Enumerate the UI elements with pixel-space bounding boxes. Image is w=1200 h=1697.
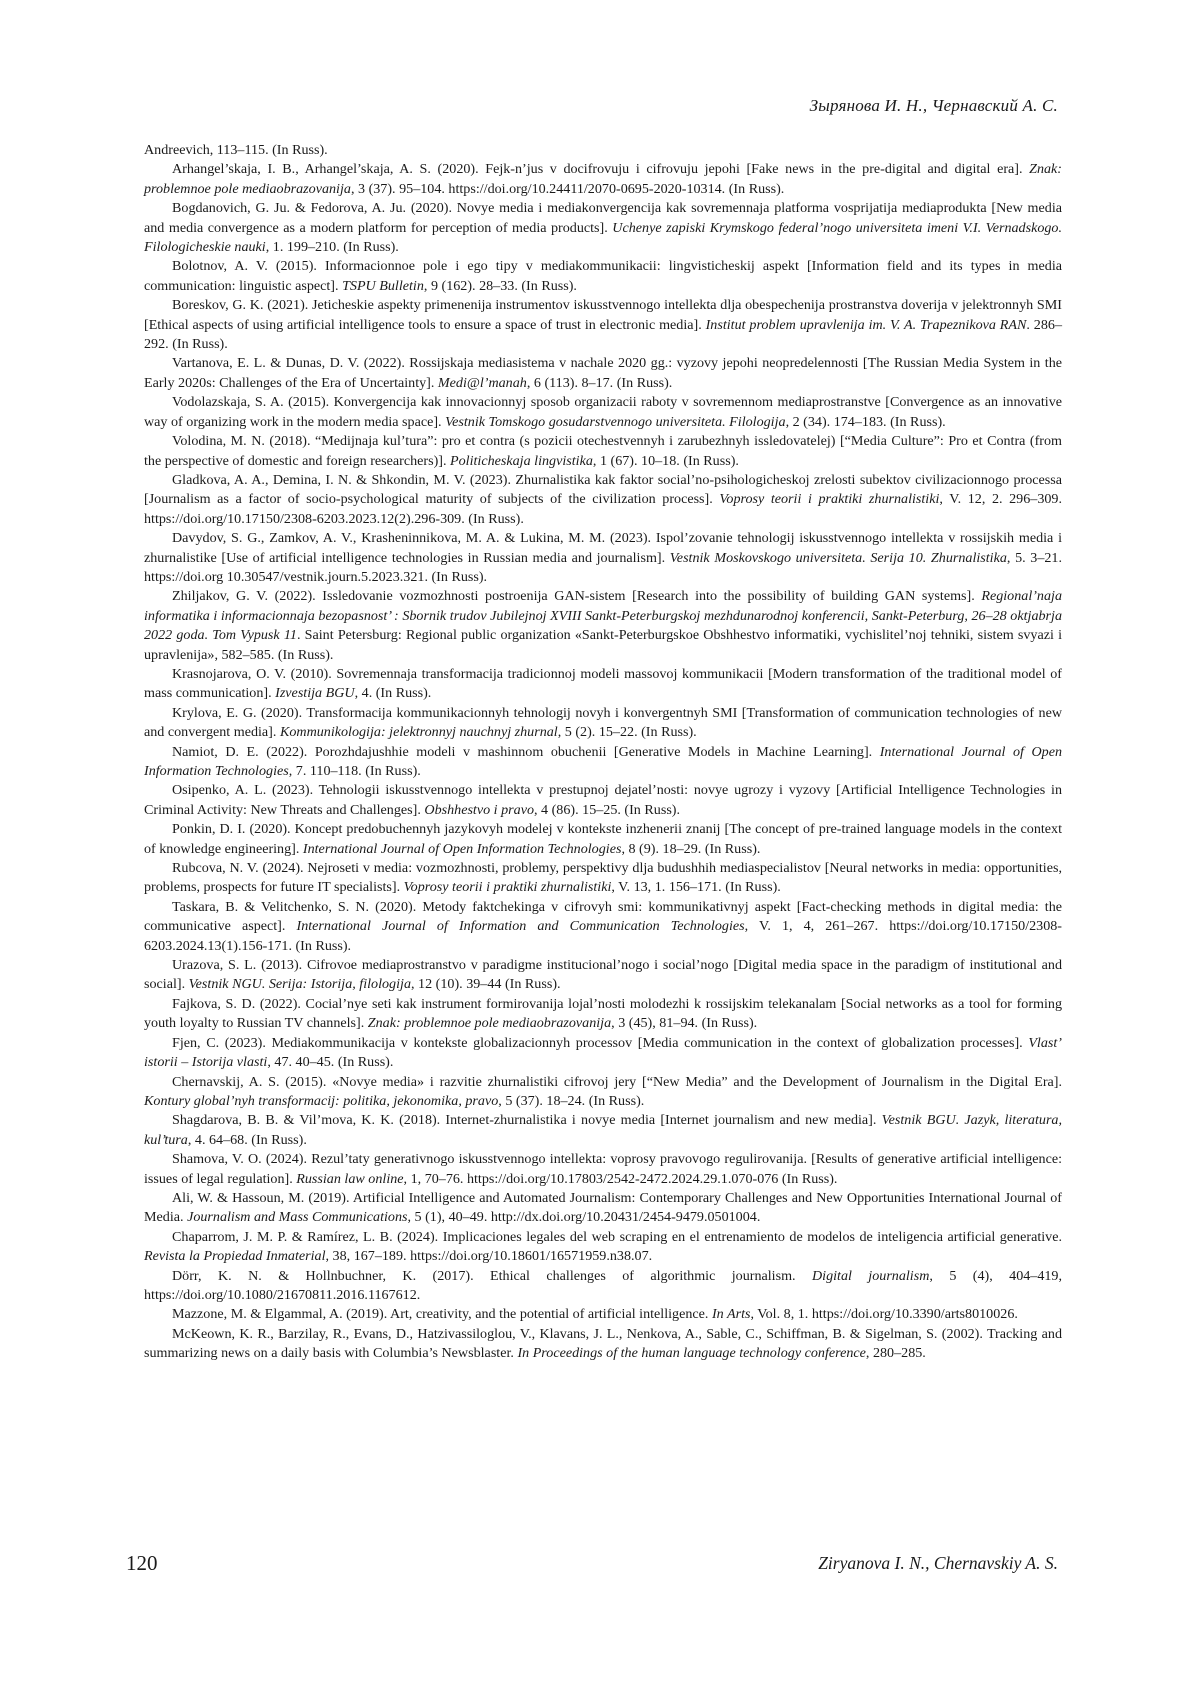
reference-text: Andreevich, 113–115. (In Russ).: [144, 142, 328, 158]
reference-source-title: Politicheskaja lingvistika: [450, 452, 593, 469]
reference-text: , V. 13, 1. 156–171. (In Russ).: [611, 879, 781, 896]
reference-entry: [144, 296, 1062, 354]
reference-text: , 2 (34). 174–183. (In Russ).: [785, 413, 946, 430]
reference-text: , 5 (1), 40–49. http://dx.doi.org/10.20431/2454-9479.0501004.: [407, 1209, 761, 1226]
reference-text: , 3 (37). 95–104. https://doi.org/10.24411/2070-0695-2020-10314. (In Russ).: [350, 180, 785, 197]
reference-source-title: In Proceedings of the human language technology conference: [517, 1345, 866, 1362]
reference-entry: [144, 743, 1062, 782]
reference-entry: [144, 1034, 1062, 1073]
reference-text: Mazzone, M. & Elgammal, A. (2019). Art, creativity, and the potential of artificial intelligence.: [172, 1306, 712, 1323]
reference-source-title: Vestnik Tomskogo gosudarstvennogo universiteta. Filologija: [445, 413, 786, 430]
reference-source-title: International Journal of Open Information Technologies: [302, 840, 622, 857]
reference-text: Krylova, E. G. (2020). Transformacija kommunikacionnyh tehnologij novyh i konvergentnyh SMI [Transformation of communication technologies of new and convergent media].: [144, 704, 1062, 741]
reference-text: . Saint Petersburg: Regional public organization «Sankt-Peterburgskoe Obshhestvo informatiki, vychislitel’noj tehniki, sistem svyazi i upravlenija», 582–585. (In Russ).: [144, 627, 1063, 663]
reference-source-title: Znak: problemnoe pole mediaobrazovanija: [144, 161, 1062, 197]
reference-text: , 4. (In Russ).: [354, 685, 432, 702]
reference-entry: [144, 141, 1062, 160]
reference-entry: [144, 781, 1062, 820]
reference-text: Ponkin, D. I. (2020). Koncept predobuchennyh jazykovyh modelej v kontekste inzhenerii znanij [The concept of pre-trained language models in the context of knowledge engineering].: [144, 821, 1062, 857]
reference-source-title: Journalism and Mass Communications: [187, 1209, 408, 1226]
reference-source-title: International Journal of Open Information Technologies: [144, 743, 1063, 779]
reference-entry: [144, 1325, 1062, 1364]
reference-source-title: Medi@l’manah: [437, 374, 527, 391]
reference-entry: [144, 956, 1062, 995]
reference-source-title: Digital journalism: [811, 1267, 930, 1284]
reference-text: Fjen, C. (2023). Mediakommunikacija v kontekste globalizacionnyh processov [Media communication in the context of globalization processes].: [172, 1034, 1029, 1051]
reference-text: , Vol. 8, 1. https://doi.org/10.3390/arts8010026.: [750, 1306, 1018, 1323]
reference-source-title: Institut problem upravlenija im. V. A. Trapeznikova RAN: [705, 316, 1027, 333]
reference-entry: [144, 587, 1062, 665]
reference-entry: [144, 1189, 1062, 1228]
reference-entry: [144, 704, 1062, 743]
reference-text: Chaparrom, J. M. P. & Ramírez, L. B. (2024). Implicaciones legales del web scraping en el entrenamiento de modelos de inteligencia artificial generative.: [172, 1228, 1062, 1245]
reference-source-title: Regional’naja informatika i informacionnaja bezopasnost’ : Sbornik trudov Jubilejnoj XVIII Sankt-Peterburgskoj mezhdunarodnoj konferencii, Sankt-Peterburg, 26–28 oktjabrja 2022 goda. Tom Vypusk 11: [144, 588, 1062, 644]
reference-text: , 4. 64–68. (In Russ).: [187, 1131, 307, 1148]
reference-text: Bogdanovich, G. Ju. & Fedorova, A. Ju. (2020). Novye media i mediakonvergencija kak sovremennaja platforma vosprijatija mediaprodukta [New media and media convergence as a modern platform for perception of media products].: [144, 200, 1062, 236]
reference-text: , 7. 110–118. (In Russ).: [288, 763, 421, 779]
reference-entry: [144, 529, 1062, 587]
reference-text: , 5 (4), 404–419, https://doi.org/10.1080/21670811.2016.1167612.: [144, 1267, 1063, 1303]
reference-entry: [144, 820, 1062, 859]
reference-text: Krasnojarova, O. V. (2010). Sovremennaja transformacija tradicionnoj modeli massovoj kommunikacii [Modern transformation of the traditional model of mass communication].: [144, 665, 1062, 702]
reference-text: McKeown, K. R., Barzilay, R., Evans, D., Hatzivassiloglou, V., Klavans, J. L., Nenkova, A., Sable, C., Schiffman, B. & Sigelman, S. (2002). Tracking and summarizing news on a daily basis with Columbia’s Newsblaster.: [144, 1325, 1062, 1362]
reference-entry: [144, 257, 1062, 296]
reference-text: Davydov, S. G., Zamkov, A. V., Krasheninnikova, M. A. & Lukina, M. M. (2023). Ispol’zovanie tehnologij iskusstvennogo intellekta v rossijskih media i zhurnalistike [Use of artificial intelligence technologies in Russian media and journalism].: [144, 530, 1062, 566]
reference-entry: [144, 1073, 1062, 1112]
reference-entry: [144, 1267, 1062, 1306]
reference-source-title: Obshhestvo i pravo: [424, 801, 534, 818]
reference-text: Urazova, S. L. (2013). Cifrovoe mediaprostranstvo v paradigme institucional’nogo i social’nogo [Digital media space in the paradigm of institutional and social].: [144, 957, 1062, 993]
reference-text: Taskara, B. & Velitchenko, S. N. (2020). Metody faktchekinga v cifrovyh smi: kommunikativnyj aspekt [Fact-checking methods in digital media: the communicative aspect].: [144, 898, 1062, 935]
reference-text: , 47. 40–45. (In Russ).: [267, 1054, 394, 1071]
reference-text: Vartanova, E. L. & Dunas, D. V. (2022). Rossijskaja mediasistema v nachale 2020 gg.: vyzovy jepohi neopredelennosti [The Russian Media System in the Early 2020s: Challenges of the Era of Uncertainty].: [144, 355, 1062, 391]
reference-source-title: Kontury global’nyh transformacij: politika, jekonomika, pravo: [144, 1092, 499, 1109]
reference-text: , 1. 199–210. (In Russ).: [265, 239, 399, 256]
reference-text: Bolotnov, A. V. (2015). Informacionnoe pole i ego tipy v mediakommunikacii: lingvisticheskij aspekt [Information field and its types in media communication: linguistic aspect].: [144, 258, 1062, 294]
reference-text: Osipenko, A. L. (2023). Tehnologii iskusstvennogo intellekta v prestupnoj dejatel’nosti: novye ugrozy i vyzovy [Artificial Intelligence Technologies in Criminal Activity: New Threats and Challenges].: [144, 782, 1062, 818]
reference-entry: [144, 665, 1062, 704]
reference-source-title: In Arts: [711, 1306, 751, 1323]
reference-text: , 12 (10). 39–44 (In Russ).: [411, 976, 561, 993]
reference-entry: [144, 898, 1062, 956]
reference-text: Shagdarova, B. B. & Vil’mova, K. K. (2018). Internet-zhurnalistika i novye media [Internet journalism and new media].: [172, 1112, 882, 1129]
reference-text: , 9 (162). 28–33. (In Russ).: [423, 277, 577, 294]
reference-entry: [144, 995, 1062, 1034]
reference-source-title: Voprosy teorii i praktiki zhurnalistiki: [719, 491, 940, 508]
reference-text: , 5 (2). 15–22. (In Russ).: [557, 724, 697, 741]
reference-text: Volodina, M. N. (2018). “Medijnaja kul’tura”: pro et contra (s pozicii otechestvennyh i zarubezhnyh issledovatelej) [“Media Culture”: Pro et Contra (from the perspective of domestic and foreign researchers)].: [144, 433, 1062, 469]
reference-text: Namiot, D. E. (2022). Porozhdajushhie modeli v mashinnom obuchenii [Generative Models in Machine Learning].: [172, 743, 880, 760]
reference-text: , V. 1, 4, 261–267. https://doi.org/10.17150/2308-6203.2024.13(1).156-171. (In Russ).: [144, 918, 1062, 954]
page-number: 120: [126, 1551, 158, 1575]
reference-source-title: Znak: problemnoe pole mediaobrazovanija: [367, 1015, 612, 1032]
reference-source-title: International Journal of Information and Communication Technologies: [296, 918, 745, 935]
reference-text: , 3 (45), 81–94. (In Russ).: [611, 1015, 758, 1032]
reference-text: , 6 (113). 8–17. (In Russ).: [526, 374, 673, 391]
reference-entry: [144, 1150, 1062, 1189]
reference-text: Rubcova, N. V. (2024). Nejroseti v media: vozmozhnosti, problemy, perspektivy dlja budushhih mediaspecialistov [Neural networks in media: opportunities, problems, prospects for future IT specialists].: [144, 860, 1062, 896]
reference-text: , 5. 3–21. https://doi.org 10.30547/vestnik.journ.5.2023.321. (In Russ).: [144, 549, 1062, 585]
reference-source-title: Vestnik Moskovskogo universiteta. Serija 10. Zhurnalistika: [669, 549, 1007, 566]
reference-source-title: Revista la Propiedad Inmaterial: [144, 1248, 326, 1265]
reference-entry: [144, 471, 1062, 529]
reference-text: Chernavskij, A. S. (2015). «Novye media» i razvitie zhurnalistiki cifrovoj jery [“New Media” and the Development of Journalism in the Digital Era].: [172, 1073, 1062, 1090]
reference-entry: [144, 432, 1062, 471]
reference-entry: [144, 1228, 1062, 1267]
reference-entry: [144, 1111, 1062, 1150]
reference-source-title: Vlast’ istorii – Istorija vlasti: [144, 1034, 1062, 1071]
reference-text: , 1, 70–76. https://doi.org/10.17803/2542-2472.2024.29.1.070-076 (In Russ).: [403, 1170, 838, 1187]
reference-entry: [144, 859, 1062, 898]
reference-text: , 38, 167–189. https://doi.org/10.18601/16571959.n38.07.: [325, 1248, 653, 1265]
reference-list: [144, 141, 1062, 1364]
reference-text: Gladkova, A. A., Demina, I. N. & Shkondin, M. V. (2023). Zhurnalistika kak faktor social’no-psihologicheskoj zrelosti subektov civilizacionnogo processa [Journalism as a factor of socio-psychological maturity of subjects of the civilization process].: [144, 471, 1062, 508]
reference-source-title: TSPU Bulletin: [342, 277, 424, 294]
reference-source-title: Izvestija BGU: [275, 685, 355, 702]
reference-text: , 280–285.: [865, 1345, 926, 1362]
reference-text: Dörr, K. N. & Hollnbuchner, K. (2017). Ethical challenges of algorithmic journalism.: [172, 1267, 812, 1284]
reference-text: , V. 12, 2. 296–309. https://doi.org/10.17150/2308-6203.2023.12(2).296-309. (In Russ).: [144, 491, 1062, 527]
reference-text: Vodolazskaja, S. A. (2015). Konvergencija kak innovacionnyj sposob organizacii raboty v sovremennom mediaprostranstve [Convergence as an innovative way of organizing work in the modern media space].: [144, 394, 1062, 430]
reference-entry: [144, 354, 1062, 393]
reference-text: , 1 (67). 10–18. (In Russ).: [592, 452, 739, 469]
reference-entry: [144, 160, 1062, 199]
running-header-authors: Зырянова И. Н., Чернавский А. С.: [809, 96, 1058, 115]
reference-source-title: Voprosy teorii i praktiki zhurnalistiki: [403, 879, 612, 896]
reference-entry: [144, 393, 1062, 432]
reference-source-title: Vestnik NGU. Serija: Istorija, filologija: [188, 976, 411, 993]
reference-text: Boreskov, G. K. (2021). Jeticheskie aspekty primenenija instrumentov iskusstvennogo intellekta dlja obespechenija prostranstva doverija v jelektronnyh SMI [Ethical aspects of using artificial intelligence tools to ensure a space of trust in electronic media].: [144, 297, 1062, 333]
reference-text: , 8 (9). 18–29. (In Russ).: [621, 840, 761, 857]
running-footer-authors: Ziryanova I. N., Chernavskiy A. S.: [818, 1553, 1058, 1573]
reference-text: Ali, W. & Hassoun, M. (2019). Artificial Intelligence and Automated Journalism: Contemporary Challenges and New Opportunities International Journal of Media.: [144, 1189, 1062, 1226]
reference-source-title: Vestnik BGU. Jazyk, literatura, kul’tura: [144, 1112, 1062, 1148]
reference-text: Arhangel’skaja, I. B., Arhangel’skaja, A. S. (2020). Fejk-n’jus v docifrovuju i cifrovuju jepohi [Fake news in the pre-digital and digital era].: [172, 161, 1030, 178]
reference-text: , 5 (37). 18–24. (In Russ).: [498, 1092, 645, 1109]
reference-text: Fajkova, S. D. (2022). Cocial’nye seti kak instrument formirovanija lojal’nosti molodezhi k rossijskim telekanalam [Social networks as a tool for forming youth loyalty to Russian TV channels].: [144, 995, 1062, 1032]
reference-source-title: Kommunikologija: jelektronnyj nauchnyj zhurnal: [279, 724, 558, 741]
reference-text: . 286–292. (In Russ).: [144, 316, 1062, 353]
reference-entry: [144, 1305, 1062, 1324]
reference-source-title: Uchenye zapiski Krymskogo federal’nogo universiteta imeni V.I. Vernadskogo. Filologicheskie nauki: [144, 219, 1063, 256]
reference-entry: [144, 199, 1062, 257]
reference-text: Zhiljakov, G. V. (2022). Issledovanie vozmozhnosti postroenija GAN-sistem [Research into the possibility of building GAN systems].: [172, 588, 982, 605]
reference-source-title: Russian law online: [296, 1170, 404, 1187]
reference-text: Shamova, V. O. (2024). Rezul’taty generativnogo iskusstvennogo intellekta: voprosy pravovogo regulirovanija. [Results of generative artificial intelligence: issues of legal regulation].: [144, 1151, 1062, 1187]
reference-text: , 4 (86). 15–25. (In Russ).: [534, 801, 681, 818]
